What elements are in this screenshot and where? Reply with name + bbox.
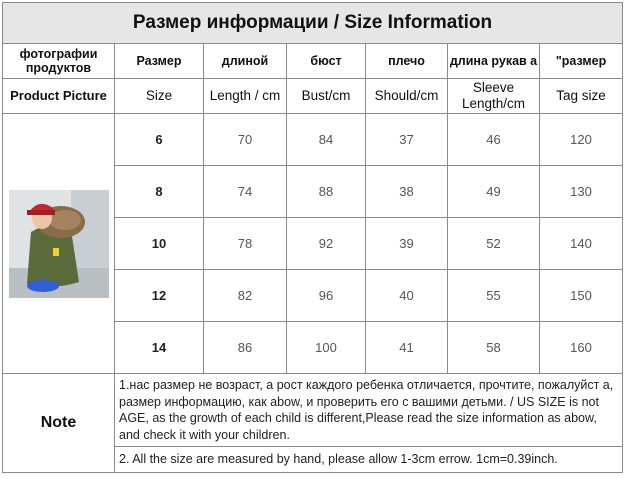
tag-size-cell: 120: [540, 114, 623, 166]
sleeve-cell: 55: [448, 270, 540, 322]
header-ru-tag: "размер: [540, 44, 623, 79]
header-en-size: Size: [115, 79, 204, 114]
table-row: [3, 114, 623, 166]
bust-cell: 92: [287, 218, 366, 270]
header-en-tag: Tag size: [540, 79, 623, 114]
bust-cell: 84: [287, 114, 366, 166]
size-cell: 14: [115, 322, 204, 374]
size-cell: 8: [115, 166, 204, 218]
size-table: [2, 2, 623, 473]
bust-cell: 100: [287, 322, 366, 374]
length-cell: 74: [204, 166, 287, 218]
sleeve-cell: 58: [448, 322, 540, 374]
note-text-2: 2. All the size are measured by hand, please allow 1-3cm errow. 1cm=0.39inch.: [115, 447, 623, 473]
header-en-sleeve: Sleeve Length/cm: [448, 79, 540, 114]
header-en-bust: Bust/cm: [287, 79, 366, 114]
sleeve-cell: 46: [448, 114, 540, 166]
header-en-length: Length / cm: [204, 79, 287, 114]
size-cell: 12: [115, 270, 204, 322]
shoulder-cell: 40: [366, 270, 448, 322]
header-en-picture: Product Picture: [3, 79, 115, 114]
note-label: Note: [3, 374, 115, 473]
header-row-english: [3, 79, 623, 114]
length-cell: 78: [204, 218, 287, 270]
header-ru-bust: бюст: [287, 44, 366, 79]
shoulder-cell: 37: [366, 114, 448, 166]
header-row-russian: [3, 44, 623, 79]
bust-cell: 88: [287, 166, 366, 218]
bust-cell: 96: [287, 270, 366, 322]
product-picture-cell: [3, 114, 115, 374]
length-cell: 86: [204, 322, 287, 374]
product-photo: [9, 190, 109, 298]
tag-size-cell: 130: [540, 166, 623, 218]
sleeve-cell: 52: [448, 218, 540, 270]
length-cell: 82: [204, 270, 287, 322]
shoulder-cell: 41: [366, 322, 448, 374]
header-ru-shoulder: плечо: [366, 44, 448, 79]
header-en-shoulder: Should/cm: [366, 79, 448, 114]
note-text-1: 1.нас размер не возраст, а рост каждого ребенка отличается, прочтите, пожалуйст а, размер информацию, как abow, и проверить его с вашими детьми. / US SIZE is not AGE, as the growth of each child is different,Please read the size information as abow, and check it with your children.: [115, 374, 623, 447]
header-ru-sleeve: длина рукав а: [448, 44, 540, 79]
header-ru-size: Размер: [115, 44, 204, 79]
size-cell: 10: [115, 218, 204, 270]
note-row: [3, 374, 623, 447]
sleeve-cell: 49: [448, 166, 540, 218]
size-cell: 6: [115, 114, 204, 166]
tag-size-cell: 140: [540, 218, 623, 270]
shoulder-cell: 38: [366, 166, 448, 218]
shoulder-cell: 39: [366, 218, 448, 270]
tag-size-cell: 160: [540, 322, 623, 374]
table-title: Размер информации / Size Information: [3, 3, 623, 44]
header-ru-length: длиной: [204, 44, 287, 79]
tag-size-cell: 150: [540, 270, 623, 322]
length-cell: 70: [204, 114, 287, 166]
header-ru-picture: фотографии продуктов: [3, 44, 115, 79]
